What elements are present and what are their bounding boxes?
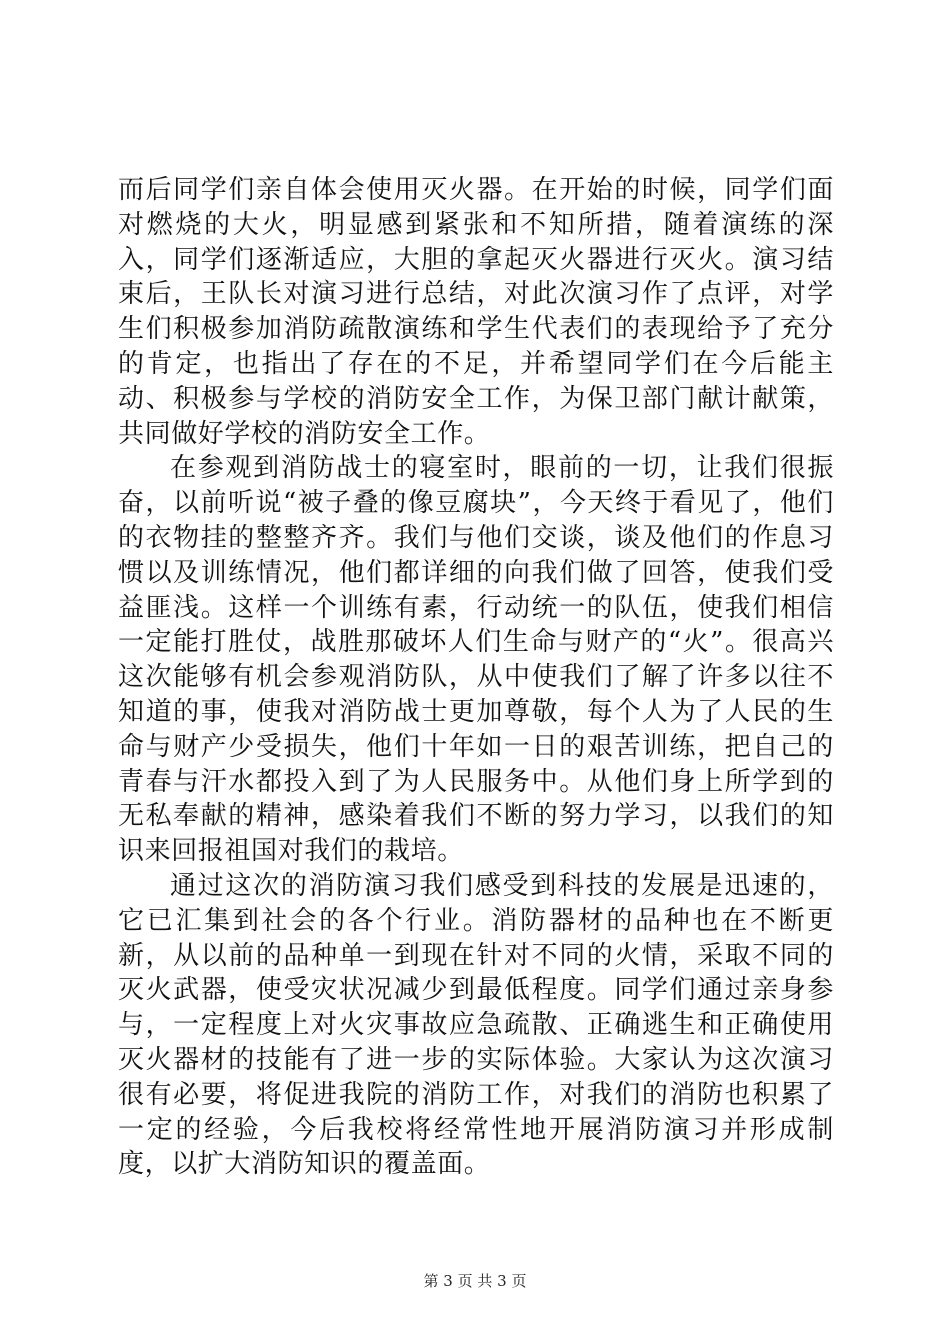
paragraph-1: 而后同学们亲自体会使用灭火器。在开始的时候，同学们面对燃烧的大火，明显感到紧张和不知所措，随着演练的深入，同学们逐渐适应，大胆的拿起灭火器进行灭火。演习结束后，王队长对演习进行总结，对此次演习作了点评，对学生们积极参加消防疏散演练和学生代表们的表现给予了充分的肯定，也指出了存在的不足，并希望同学们在今后能主动、积极参与学校的消防安全工作，为保卫部门献计献策，共同做好学校的消防安全工作。 [118,175,834,449]
page-number-footer: 第 3 页 共 3 页 [423,1272,527,1290]
paragraph-2: 在参观到消防战士的寝室时，眼前的一切，让我们很振奋，以前听说“被子叠的像豆腐块”，今天终于看见了，他们的衣物挂的整整齐齐。我们与他们交谈，谈及他们的作息习惯以及训练情况，他们都详细的向我们做了回答，使我们受益匪浅。这样一个训练有素，行动统一的队伍，使我们相信一定能打胜仗，战胜那破坏人们生命与财产的“火”。很高兴这次能够有机会参观消防队，从中使我们了解了许多以往不知道的事，使我对消防战士更加尊敬，每个人为了人民的生命与财产少受损失，他们十年如一日的艰苦训练，把自己的青春与汗水都投入到了为人民服务中。从他们身上所学到的无私奉献的精神，感染着我们不断的努力学习，以我们的知识来回报祖国对我们的栽培。 [118,453,834,867]
paragraph-3: 通过这次的消防演习我们感受到科技的发展是迅速的，它已汇集到社会的各个行业。消防器材的品种也在不断更新，从以前的品种单一到现在针对不同的火情，采取不同的灭火武器，使受灾状况减少到最低程度。同学们通过亲身参与，一定程度上对火灾事故应急疏散、正确逃生和正确使用灭火器材的技能有了进一步的实际体验。大家认为这次演习很有必要，将促进我院的消防工作，对我们的消防也积累了一定的经验，今后我校将经常性地开展消防演习并形成制度，以扩大消防知识的覆盖面。 [118,870,834,1180]
document-body [118,173,834,1182]
